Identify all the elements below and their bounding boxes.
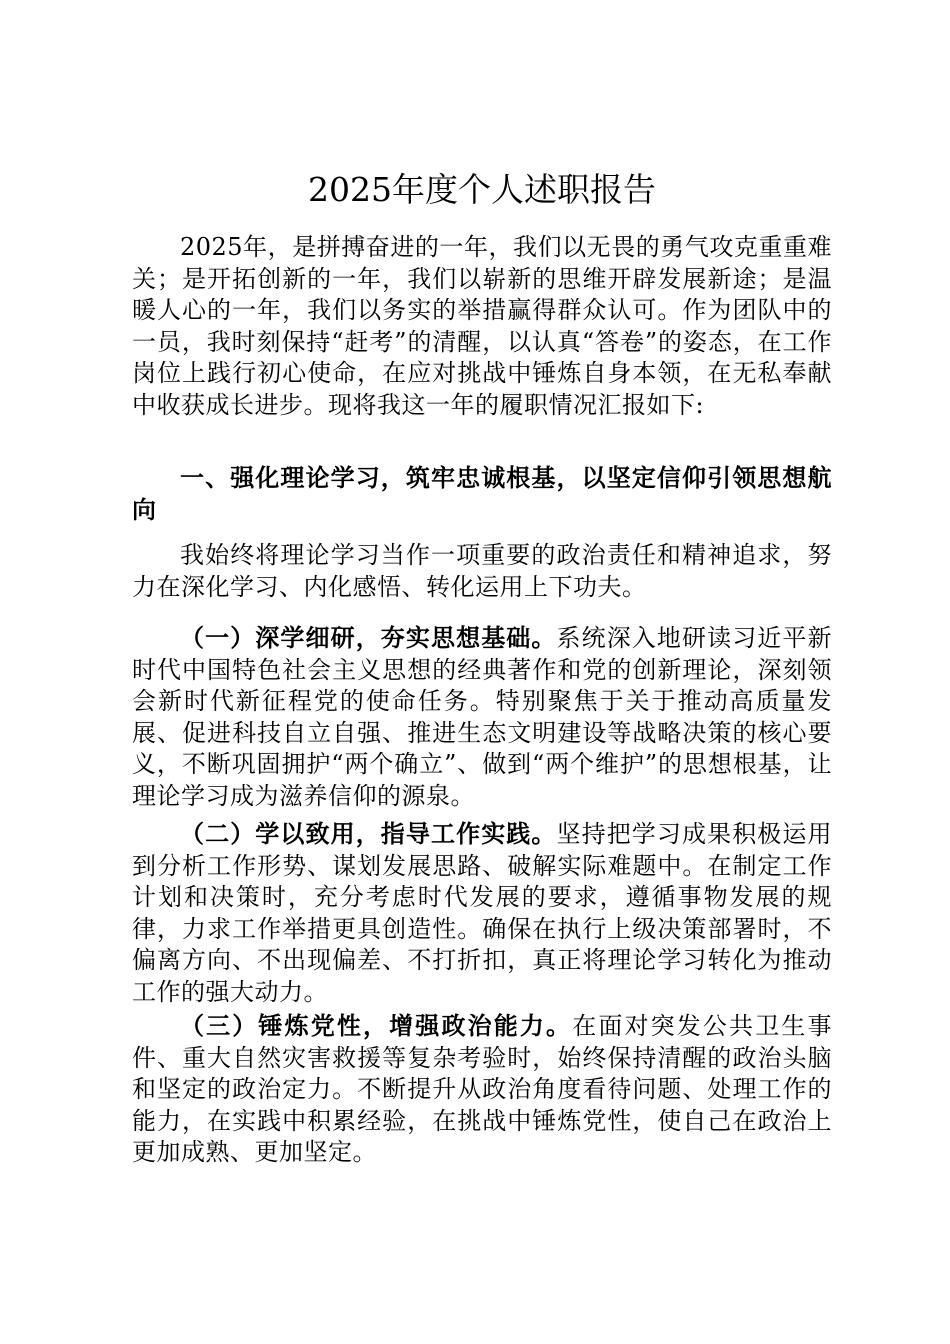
section1-item-2 [132,818,832,1008]
item-3-lead: （三）锤炼党性，增强政治能力。 [180,1011,573,1040]
item-2-text: 坚持把学习成果积极运用到分析工作形势、谋划发展思路、破解实际难题中。在制定工作计划和决策时，充分考虑时代发展的要求，遵循事物发展的规律，力求工作举措更具创造性。确保在执行上级决策部署时，不偏离方向、不出现偏差、不打折扣，真正将理论学习转化为推动工作的强大动力。 [132,820,832,1006]
item-1-text: 系统深入地研读习近平新时代中国特色社会主义思想的经典著作和党的创新理论，深刻领会新时代新征程党的使命任务。特别聚焦于关于推动高质量发展、促进科技自立自强、推进生态文明建设等战略决策的核心要义，不断巩固拥护“两个确立”、做到“两个维护”的思想根基，让理论学习成为滋养信仰的源泉。 [132,624,832,810]
section1-item-1 [132,622,832,812]
intro-paragraph: 2025年，是拼搏奋进的一年，我们以无畏的勇气攻克重重难关；是开拓创新的一年，我们以崭新的思维开辟发展新途；是温暖人心的一年，我们以务实的举措赢得群众认可。作为团队中的一员，我时刻保持“赶考”的清醒，以认真“答卷”的姿态，在工作岗位上践行初心使命，在应对挑战中锤炼自身本领，在无私奉献中收获成长进步。现将我这一年的履职情况汇报如下: [132,233,832,419]
section1-intro-paragraph: 我始终将理论学习当作一项重要的政治责任和精神追求，努力在深化学习、内化感悟、转化运用上下功夫。 [132,541,832,601]
item-2-lead: （二）学以致用，指导工作实践。 [180,819,557,848]
document-title: 2025年度个人述职报告 [308,170,656,209]
item-1-lead: （一）深学细研，夯实思想基础。 [180,623,557,652]
section1-heading: 一、强化理论学习，筑牢忠诚根基，以坚定信仰引领思想航向 [132,463,832,524]
item-3-text: 在面对突发公共卫生事件、重大自然灾害救援等复杂考验时，始终保持清醒的政治头脑和坚定的政治定力。不断提升从政治角度看待问题、处理工作的能力，在实践中积累经验，在挑战中锤炼党性，使自己在政治上更加成熟、更加坚定。 [132,1012,832,1166]
section1-item-3 [132,1010,832,1169]
